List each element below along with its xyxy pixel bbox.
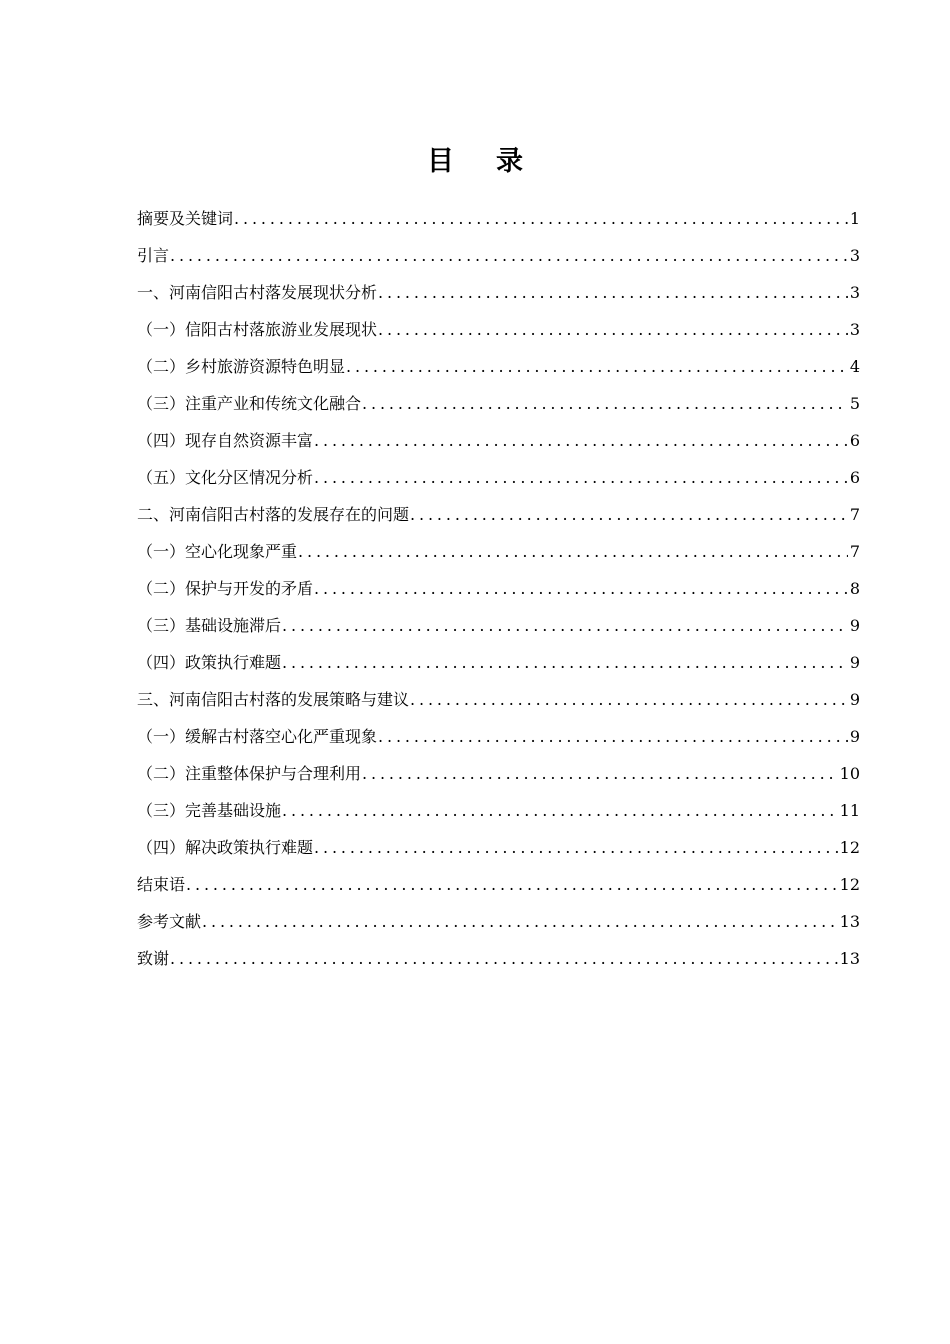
toc-entry[interactable] bbox=[137, 311, 860, 348]
toc-entry[interactable] bbox=[137, 866, 860, 903]
toc-entry-label: 引言 bbox=[137, 246, 170, 265]
dot-leader bbox=[234, 200, 848, 237]
toc-entry[interactable] bbox=[137, 274, 860, 311]
dot-leader bbox=[410, 681, 848, 718]
toc-entry-page: 8 bbox=[849, 579, 860, 598]
toc-entry[interactable] bbox=[137, 570, 860, 607]
toc-entry-label: （四）解决政策执行难题 bbox=[137, 838, 314, 857]
toc-entry-label: （三）注重产业和传统文化融合 bbox=[137, 394, 362, 413]
dot-leader bbox=[282, 607, 848, 644]
dot-leader bbox=[378, 274, 848, 311]
dot-leader bbox=[314, 422, 848, 459]
dot-leader bbox=[378, 718, 848, 755]
toc-entry[interactable] bbox=[137, 607, 860, 644]
toc-entry[interactable] bbox=[137, 903, 860, 940]
toc-entry-page: 13 bbox=[839, 912, 860, 931]
toc-entry-page: 10 bbox=[839, 764, 860, 783]
toc-entry-label: （一）空心化现象严重 bbox=[137, 542, 298, 561]
toc-entry[interactable] bbox=[137, 644, 860, 681]
toc-entry-page: 6 bbox=[849, 431, 860, 450]
dot-leader bbox=[362, 385, 848, 422]
toc-entry-label: （一）信阳古村落旅游业发展现状 bbox=[137, 320, 378, 339]
toc-entry-page: 1 bbox=[849, 209, 860, 228]
toc-entry-label: 致谢 bbox=[137, 949, 170, 968]
dot-leader bbox=[170, 237, 848, 274]
dot-leader bbox=[202, 903, 838, 940]
dot-leader bbox=[314, 459, 848, 496]
toc-entry[interactable] bbox=[137, 940, 860, 977]
toc-entry-label: （三）完善基础设施 bbox=[137, 801, 282, 820]
toc-entry-label: （三）基础设施滞后 bbox=[137, 616, 282, 635]
toc-entry-page: 12 bbox=[839, 875, 860, 894]
toc-entry-page: 12 bbox=[839, 838, 860, 857]
toc-entry-label: （四）现存自然资源丰富 bbox=[137, 431, 314, 450]
dot-leader bbox=[362, 755, 838, 792]
toc-entry-label: （二）保护与开发的矛盾 bbox=[137, 579, 314, 598]
toc-entry[interactable] bbox=[137, 496, 860, 533]
toc-entry-label: （五）文化分区情况分析 bbox=[137, 468, 314, 487]
dot-leader bbox=[298, 533, 848, 570]
dot-leader bbox=[346, 348, 848, 385]
toc-entry[interactable] bbox=[137, 459, 860, 496]
dot-leader bbox=[186, 866, 838, 903]
toc-entry-label: 二、河南信阳古村落的发展存在的问题 bbox=[137, 505, 410, 524]
toc-entry-page: 9 bbox=[849, 616, 860, 635]
toc-entry[interactable] bbox=[137, 422, 860, 459]
toc-entry[interactable] bbox=[137, 200, 860, 237]
toc-entry-page: 13 bbox=[839, 949, 860, 968]
toc-entry-label: （二）乡村旅游资源特色明显 bbox=[137, 357, 346, 376]
toc-entry-page: 3 bbox=[849, 246, 860, 265]
table-of-contents bbox=[137, 200, 860, 977]
toc-entry[interactable] bbox=[137, 718, 860, 755]
toc-entry-label: （一）缓解古村落空心化严重现象 bbox=[137, 727, 378, 746]
toc-entry-page: 11 bbox=[839, 801, 860, 820]
toc-entry-label: （四）政策执行难题 bbox=[137, 653, 282, 672]
toc-entry[interactable] bbox=[137, 681, 860, 718]
page-title: 目录 bbox=[427, 146, 565, 177]
toc-entry-label: 一、河南信阳古村落发展现状分析 bbox=[137, 283, 378, 302]
toc-entry[interactable] bbox=[137, 829, 860, 866]
toc-entry-label: （二）注重整体保护与合理利用 bbox=[137, 764, 362, 783]
dot-leader bbox=[378, 311, 848, 348]
toc-entry[interactable] bbox=[137, 348, 860, 385]
toc-entry-label: 结束语 bbox=[137, 875, 186, 894]
toc-entry[interactable] bbox=[137, 792, 860, 829]
toc-entry-label: 摘要及关键词 bbox=[137, 209, 234, 228]
toc-entry-page: 7 bbox=[849, 542, 860, 561]
toc-entry[interactable] bbox=[137, 385, 860, 422]
dot-leader bbox=[170, 940, 838, 977]
dot-leader bbox=[282, 792, 838, 829]
toc-entry[interactable] bbox=[137, 533, 860, 570]
dot-leader bbox=[314, 570, 848, 607]
toc-entry-page: 9 bbox=[849, 727, 860, 746]
toc-entry-label: 参考文献 bbox=[137, 912, 202, 931]
toc-entry-page: 9 bbox=[849, 653, 860, 672]
dot-leader bbox=[410, 496, 848, 533]
toc-entry-page: 7 bbox=[849, 505, 860, 524]
toc-entry-page: 5 bbox=[849, 394, 860, 413]
toc-entry[interactable] bbox=[137, 237, 860, 274]
toc-entry-label: 三、河南信阳古村落的发展策略与建议 bbox=[137, 690, 410, 709]
toc-entry-page: 3 bbox=[849, 320, 860, 339]
dot-leader bbox=[314, 829, 838, 866]
toc-entry-page: 3 bbox=[849, 283, 860, 302]
toc-entry-page: 4 bbox=[849, 357, 860, 376]
dot-leader bbox=[282, 644, 848, 681]
toc-entry[interactable] bbox=[137, 755, 860, 792]
toc-entry-page: 6 bbox=[849, 468, 860, 487]
toc-entry-page: 9 bbox=[849, 690, 860, 709]
